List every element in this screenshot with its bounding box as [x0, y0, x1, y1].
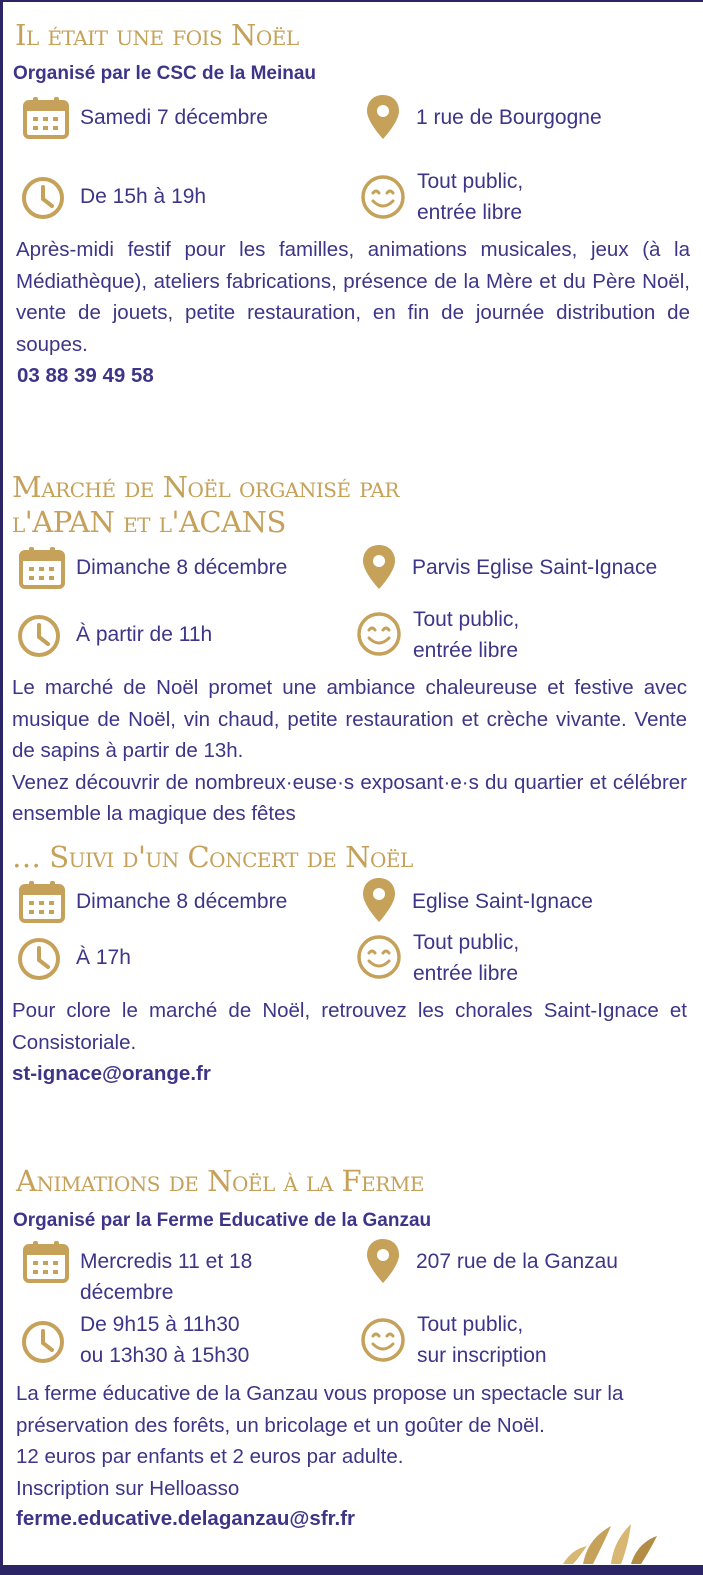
description-paragraph: La ferme éducative de la Ganzau vous propose un spectacle sur la préservation des forêts, un bricolage et un goûter de Noël.: [16, 1382, 624, 1437]
description-paragraph: Venez découvrir de nombreux·euse·s exposant·e·s du quartier et célébrer ensemble la magique des fêtes: [12, 770, 687, 825]
event-title: Animations de Noël à la Ferme: [16, 1164, 424, 1198]
event-date: Dimanche 8 décembre: [76, 556, 288, 579]
location-pin-icon: [362, 877, 396, 928]
event-date: Dimanche 8 décembre: [76, 890, 288, 913]
smiley-icon: [356, 611, 402, 662]
event-time: À partir de 11h: [76, 623, 213, 646]
event-location: 1 rue de Bourgogne: [416, 106, 602, 129]
event-date: Mercredis 11 et 18 décembre: [80, 1250, 253, 1304]
description-paragraph: Le marché de Noël promet une ambiance chaleureuse et festive avec musique de Noël, vin chaud, petite restauration et crèche vivante. Vente de sapins à partir de 13h.: [12, 676, 687, 762]
event-title: … Suivi d'un Concert de Noël: [12, 840, 413, 874]
description-paragraph: 12 euros par enfants et 2 euros par adulte.: [16, 1445, 404, 1468]
calendar-icon: [18, 546, 66, 595]
event-location: Eglise Saint-Ignace: [412, 890, 593, 913]
event-location: 207 rue de la Ganzau: [416, 1250, 618, 1273]
event-title: Il était une fois Noël: [15, 18, 299, 52]
event-description: [16, 1378, 692, 1504]
event-audience: Tout public, sur inscription: [417, 1313, 547, 1367]
event-description: [12, 672, 687, 830]
location-pin-icon: [366, 94, 400, 145]
event-email[interactable]: st-ignace@orange.fr: [12, 1062, 211, 1085]
event-time: À 17h: [76, 946, 131, 969]
event-audience: Tout public, entrée libre: [413, 931, 520, 985]
description-paragraph: Pour clore le marché de Noël, retrouvez les chorales Saint-Ignace et Consistoriale.: [12, 999, 687, 1054]
clock-icon: [21, 176, 65, 225]
smiley-icon: [360, 174, 406, 225]
event-description: [16, 234, 690, 360]
event-description: [12, 995, 687, 1058]
calendar-icon: [22, 96, 70, 145]
calendar-icon: [22, 1240, 70, 1289]
event-organizer: Organisé par le CSC de la Meinau: [13, 63, 317, 84]
event-time: De 15h à 19h: [80, 185, 207, 208]
event-audience: Tout public, entrée libre: [417, 170, 524, 224]
page-frame-bottom: [0, 1565, 703, 1575]
event-audience: Tout public, entrée libre: [413, 608, 520, 662]
location-pin-icon: [362, 544, 396, 595]
clock-icon: [17, 937, 61, 986]
event-phone: 03 88 39 49 58: [17, 364, 154, 387]
event-location: Parvis Eglise Saint-Ignace: [412, 556, 658, 579]
clock-icon: [17, 614, 61, 663]
smiley-icon: [360, 1317, 406, 1368]
event-time: De 9h15 à 11h30 ou 13h30 à 15h30: [80, 1313, 250, 1367]
location-pin-icon: [366, 1238, 400, 1289]
description-paragraph: Après-midi festif pour les familles, animations musicales, jeux (à la Médiathèque), ateliers fabrications, présence de la Mère et du Père Noël, vente de jouets, petite restauration, en fin de journée distribution de soupes.: [16, 238, 690, 356]
event-title: Marché de Noël organisé par l'APAN et l'ACANS: [12, 470, 399, 539]
golden-leaf-icon: [553, 1514, 663, 1569]
page-frame-top: [0, 0, 703, 2]
event-email[interactable]: ferme.educative.delaganzau@sfr.fr: [16, 1507, 356, 1530]
description-paragraph: Inscription sur Helloasso: [16, 1476, 240, 1500]
page-frame-left: [0, 0, 3, 1575]
clock-icon: [21, 1320, 65, 1369]
event-date: Samedi 7 décembre: [80, 106, 268, 129]
smiley-icon: [356, 934, 402, 985]
calendar-icon: [18, 880, 66, 929]
event-organizer: Organisé par la Ferme Educative de la Ganzau: [13, 1210, 432, 1231]
